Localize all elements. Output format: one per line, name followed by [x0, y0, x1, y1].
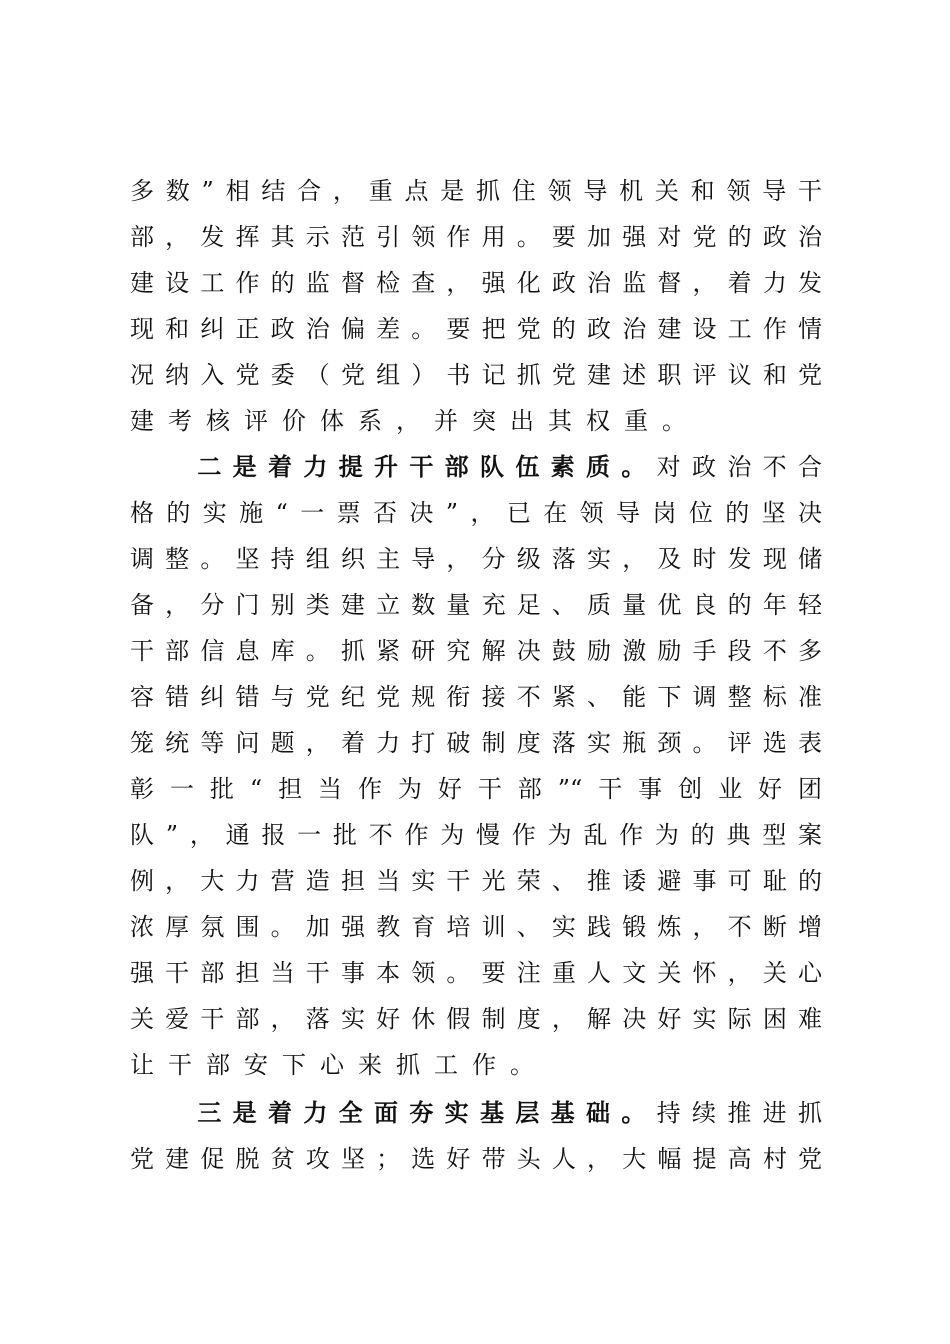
paragraph-1 — [130, 168, 822, 444]
paragraph-line: 建设工作的监督检查，强化政治监督，着力发 — [130, 269, 822, 297]
paragraph-line: 彰一批“担当作为好干部”“干事创业好团 — [130, 775, 822, 803]
paragraph-line: 浓厚氛围。加强教育培训、实践锻炼，不断增 — [130, 913, 822, 941]
paragraph-line: 格的实施“一票否决”，已在领导岗位的坚决 — [130, 499, 822, 527]
paragraph-lead: 三是着力全面夯实基层基础。 — [186, 1098, 657, 1127]
paragraph-line: 多数”相结合，重点是抓住领导机关和领导干 — [130, 177, 822, 205]
paragraph-line: 建考核评价体系，并突出其权重。 — [130, 407, 700, 435]
paragraph-line: 例，大力营造担当实干光荣、推诿避事可耻的 — [130, 867, 822, 895]
paragraph-line: 笼统等问题，着力打破制度落实瓶颈。评选表 — [130, 729, 822, 757]
paragraph-first-line — [130, 1090, 822, 1136]
paragraph-line: 干部信息库。抓紧研究解决鼓励激励手段不多 — [130, 637, 822, 665]
paragraph-line: 关爱干部，落实好休假制度，解决好实际困难 — [130, 1005, 822, 1033]
paragraph-first-rest: 持续推进抓 — [656, 1099, 823, 1127]
paragraph-line: 部，发挥其示范引领作用。要加强对党的政治 — [130, 223, 822, 251]
paragraph-line: 党建促脱贫攻坚；选好带头人，大幅提高村党 — [130, 1145, 822, 1173]
paragraph-lead: 二是着力提升干部队伍素质。 — [186, 452, 657, 481]
paragraph-2 — [130, 444, 822, 1088]
paragraph-line: 现和纠正政治偏差。要把党的政治建设工作情 — [130, 315, 822, 343]
paragraph-line: 让干部安下心来抓工作。 — [130, 1051, 548, 1079]
paragraph-line: 调整。坚持组织主导，分级落实，及时发现储 — [130, 545, 822, 573]
paragraph-first-line — [130, 444, 822, 490]
paragraph-first-rest: 对政治不合 — [656, 453, 823, 481]
paragraph-line: 强干部担当干事本领。要注重人文关怀，关心 — [130, 959, 822, 987]
paragraph-line: 况纳入党委（党组）书记抓党建述职评议和党 — [130, 361, 822, 389]
paragraph-line: 备，分门别类建立数量充足、质量优良的年轻 — [130, 591, 822, 619]
paragraph-3 — [130, 1090, 822, 1182]
paragraph-line: 容错纠错与党纪党规衔接不紧、能下调整标准 — [130, 683, 822, 711]
paragraph-line: 队”，通报一批不作为慢作为乱作为的典型案 — [130, 821, 822, 849]
